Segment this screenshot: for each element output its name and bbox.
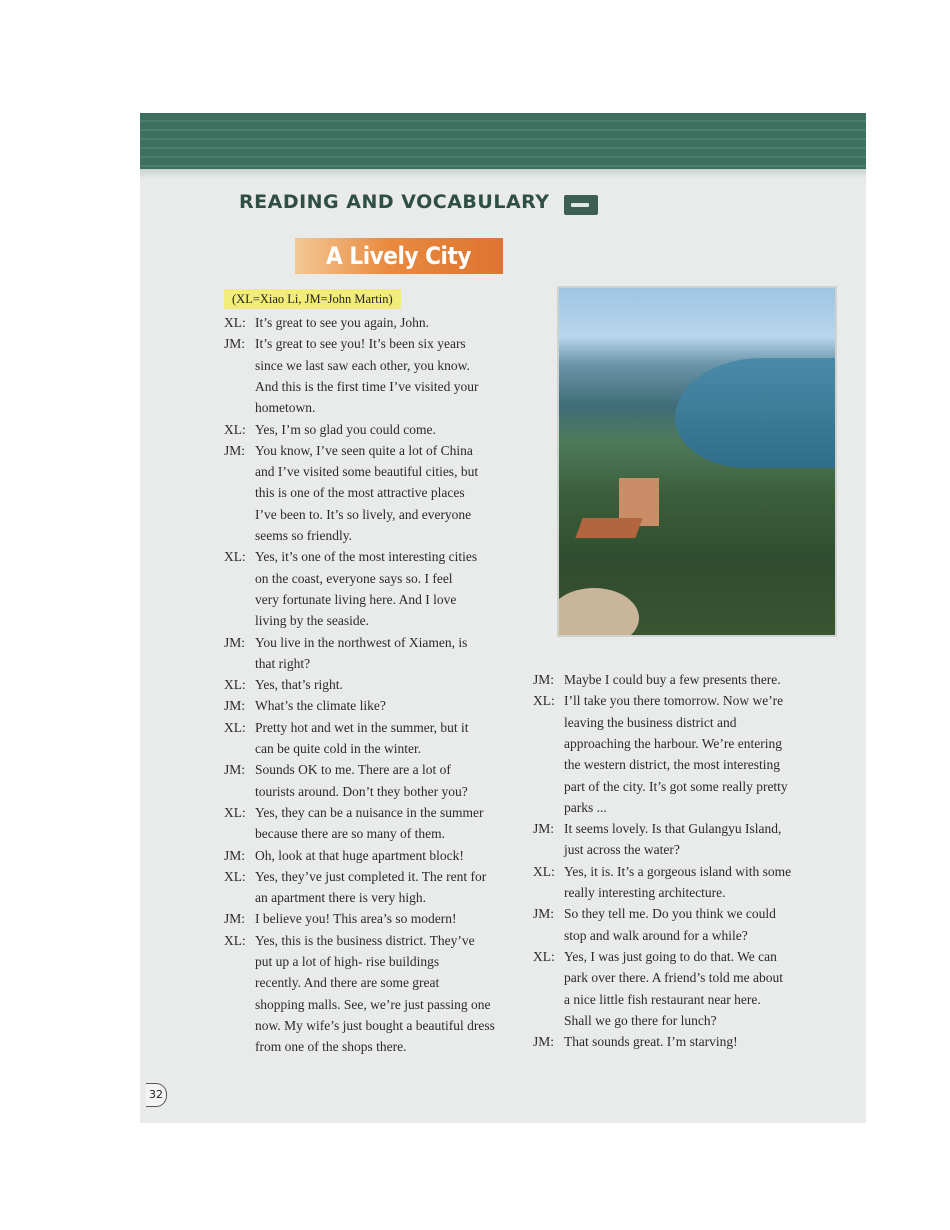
line-text: because there are so many of them. xyxy=(255,826,446,842)
speaker-label: XL: xyxy=(224,315,246,330)
line-text: from one of the shops there. xyxy=(255,1039,407,1055)
cast-list: (XL=Xiao Li, JM=John Martin) xyxy=(224,289,401,309)
line-text: Maybe I could buy a few presents there. xyxy=(564,672,781,687)
line-text: just across the water? xyxy=(564,842,680,858)
line-text: park over there. A friend’s told me about xyxy=(564,970,783,986)
line-text: And this is the first time I’ve visited your xyxy=(255,378,479,394)
line-text: this is one of the most attractive places xyxy=(255,485,465,501)
line-text: can be quite cold in the winter. xyxy=(255,741,422,756)
speaker-label: XL: xyxy=(224,868,246,884)
line-text: stop and walk around for a while? xyxy=(564,927,748,943)
line-text: really interesting architecture. xyxy=(564,885,726,900)
line-text: Yes, this is the business district. They’ve xyxy=(255,932,475,948)
line-text: on the coast, everyone says so. I feel xyxy=(255,570,453,586)
speaker-label: XL: xyxy=(224,549,246,565)
line-text: parks ... xyxy=(564,799,607,815)
line-text: You live in the northwest of Xiamen, is xyxy=(255,634,468,650)
speaker-label: JM: xyxy=(224,634,246,650)
banner-shadow xyxy=(140,169,866,179)
line-text: shopping malls. See, we’re just passing one xyxy=(255,996,491,1012)
speaker-label: JM: xyxy=(224,442,246,458)
speaker-label: XL: xyxy=(533,863,555,879)
line-text: the western district, the most interesting xyxy=(564,757,780,773)
line-text: You know, I’ve seen quite a lot of China xyxy=(255,442,473,458)
speaker-label: XL: xyxy=(224,719,246,735)
speaker-label: XL: xyxy=(533,948,555,964)
line-text: Shall we go there for lunch? xyxy=(564,1012,717,1028)
line-text: Yes, they can be a nuisance in the summer xyxy=(255,804,484,820)
speaker-label: JM: xyxy=(224,911,246,927)
speaker-label: XL: xyxy=(224,421,246,437)
lesson-title: A Lively City xyxy=(326,242,472,270)
speaker-label: JM: xyxy=(533,1034,555,1050)
speaker-label: JM: xyxy=(533,821,555,837)
textbook-page xyxy=(140,113,866,1123)
line-text: So they tell me. Do you think we could xyxy=(564,906,776,922)
page-number: 32 xyxy=(146,1083,167,1107)
line-text: Yes, it is. It’s a gorgeous island with some xyxy=(564,863,792,879)
speaker-label: XL: xyxy=(224,677,246,693)
line-text: It seems lovely. Is that Gulangyu Island, xyxy=(564,821,782,837)
line-text: an apartment there is very high. xyxy=(255,890,426,906)
line-text: What’s the climate like? xyxy=(255,698,386,714)
line-text: I’ll take you there tomorrow. Now we’re xyxy=(564,693,784,709)
line-text: Yes, I was just going to do that. We can xyxy=(564,948,777,964)
line-text: Yes, they’ve just completed it. The rent for xyxy=(255,868,487,884)
line-text: It’s great to see you! It’s been six years xyxy=(255,336,466,352)
line-text: part of the city. It’s got some really pretty xyxy=(564,778,788,794)
line-text: I believe you! This area’s so modern! xyxy=(255,911,457,927)
speaker-label: JM: xyxy=(224,847,246,863)
speaker-label: JM: xyxy=(224,762,246,778)
line-text: hometown. xyxy=(255,400,316,416)
line-text: Yes, it’s one of the most interesting cities xyxy=(255,549,478,565)
lesson-title-banner xyxy=(295,238,503,274)
line-text: I’ve been to. It’s so lively, and everyone xyxy=(255,506,472,522)
book-icon xyxy=(564,195,598,215)
line-text: since we last saw each other, you know. xyxy=(255,357,470,373)
line-text: seems so friendly. xyxy=(255,528,352,543)
speaker-label: JM: xyxy=(224,336,246,352)
line-text: Yes, I’m so glad you could come. xyxy=(255,421,436,437)
line-text: Yes, that’s right. xyxy=(255,677,343,693)
speaker-label: JM: xyxy=(533,906,555,922)
speaker-label: XL: xyxy=(224,932,246,948)
line-text: a nice little fish restaurant near here. xyxy=(564,991,761,1007)
line-text: now. My wife’s just bought a beautiful dress xyxy=(255,1017,495,1033)
speaker-label: JM: xyxy=(533,672,555,687)
top-banner xyxy=(140,113,866,169)
section-title: READING AND VOCABULARY xyxy=(239,191,550,213)
line-text: leaving the business district and xyxy=(564,714,737,730)
line-text: very fortunate living here. And I love xyxy=(255,591,457,607)
line-text: That sounds great. I’m starving! xyxy=(564,1034,738,1050)
speaker-label: XL: xyxy=(533,693,555,709)
line-text: living by the seaside. xyxy=(255,613,369,629)
line-text: Sounds OK to me. There are a lot of xyxy=(255,762,451,778)
line-text: recently. And there are some great xyxy=(255,975,440,991)
line-text: Pretty hot and wet in the summer, but it xyxy=(255,719,469,735)
line-text: approaching the harbour. We’re entering xyxy=(564,735,782,751)
line-text: and I’ve visited some beautiful cities, but xyxy=(255,464,479,480)
line-text: It’s great to see you again, John. xyxy=(255,315,429,330)
line-text: tourists around. Don’t they bother you? xyxy=(255,783,468,799)
speaker-label: JM: xyxy=(224,698,246,714)
line-text: that right? xyxy=(255,655,311,671)
speaker-label: XL: xyxy=(224,804,246,820)
line-text: Oh, look at that huge apartment block! xyxy=(255,847,464,863)
line-text: put up a lot of high- rise buildings xyxy=(255,954,440,969)
city-coast-photo xyxy=(557,286,837,637)
